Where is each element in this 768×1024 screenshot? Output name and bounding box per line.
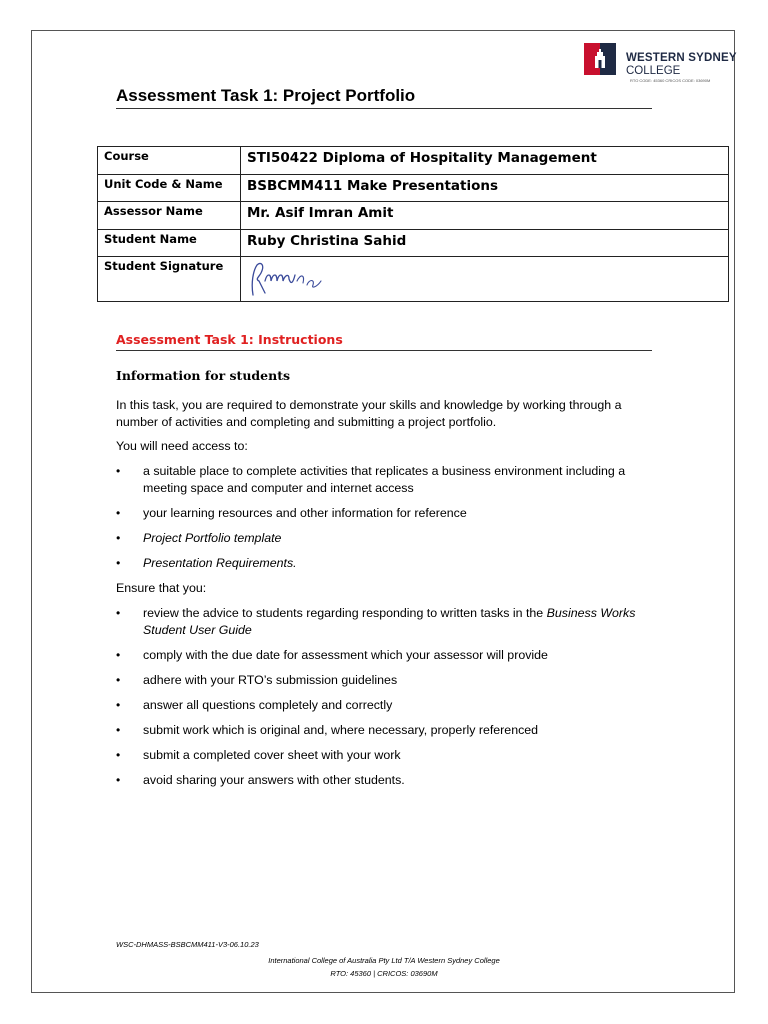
table-row	[98, 230, 729, 257]
college-crest-icon	[584, 43, 616, 75]
footer-registration: RTO: 45360 | CRICOS: 03690M	[330, 969, 438, 978]
document-code: WSC-DHMASS-BSBCMM411-V3-06.10.23	[116, 940, 259, 949]
signature-cell	[241, 257, 729, 302]
table-row	[98, 147, 729, 175]
page-title: Assessment Task 1: Project Portfolio	[116, 86, 416, 105]
student-name-value: Ruby Christina Sahid	[241, 230, 729, 257]
table-row	[98, 202, 729, 230]
ensure-list	[116, 605, 656, 789]
list-item: • a suitable place to complete activities that replicates a business environment including a meeting space and computer and internet access	[116, 463, 656, 497]
heading-underline	[116, 350, 652, 351]
title-underline	[116, 108, 652, 109]
row-label: Unit Code & Name	[98, 175, 241, 202]
footer-company: International College of Australia Pty Ltd T/A Western Sydney College	[268, 956, 500, 965]
list-item: • answer all questions completely and correctly	[116, 697, 656, 714]
handwritten-signature	[247, 259, 327, 299]
assessment-info-table	[97, 146, 729, 302]
unit-value: BSBCMM411 Make Presentations	[241, 175, 729, 202]
logo-codes: RTO CODE: 45360 CRICOS CODE: 03690M	[630, 78, 711, 83]
logo-name-line1: WESTERN SYDNEY	[626, 52, 737, 64]
list-item: • avoid sharing your answers with other students.	[116, 772, 656, 789]
row-label: Student Name	[98, 230, 241, 257]
intro-paragraph: In this task, you are required to demonstrate your skills and knowledge by working through a number of activities and completing and submitting a project portfolio.	[116, 398, 622, 429]
list-item: • review the advice to students regarding responding to written tasks in the Business Works Student User Guide	[116, 605, 656, 639]
assessor-value: Mr. Asif Imran Amit	[241, 202, 729, 230]
list-item: • your learning resources and other information for reference	[116, 505, 656, 522]
access-intro: You will need access to:	[116, 439, 248, 453]
row-label: Assessor Name	[98, 202, 241, 230]
access-list	[116, 463, 656, 572]
instructions-heading: Assessment Task 1: Instructions	[116, 332, 343, 347]
table-row	[98, 175, 729, 202]
row-label: Student Signature	[98, 257, 241, 302]
table-row	[98, 257, 729, 302]
college-logo	[584, 43, 744, 87]
list-item: • adhere with your RTO’s submission guidelines	[116, 672, 656, 689]
list-item: • submit work which is original and, where necessary, properly referenced	[116, 722, 656, 739]
list-item: • comply with the due date for assessment which your assessor will provide	[116, 647, 656, 664]
course-value: STI50422 Diploma of Hospitality Management	[241, 147, 729, 175]
list-item: • Project Portfolio template	[116, 530, 656, 547]
list-item: • submit a completed cover sheet with your work	[116, 747, 656, 764]
information-subheading: Information for students	[116, 368, 291, 383]
logo-name-line2: COLLEGE	[626, 65, 681, 77]
list-item: • Presentation Requirements.	[116, 555, 656, 572]
ensure-intro: Ensure that you:	[116, 581, 207, 595]
row-label: Course	[98, 147, 241, 175]
